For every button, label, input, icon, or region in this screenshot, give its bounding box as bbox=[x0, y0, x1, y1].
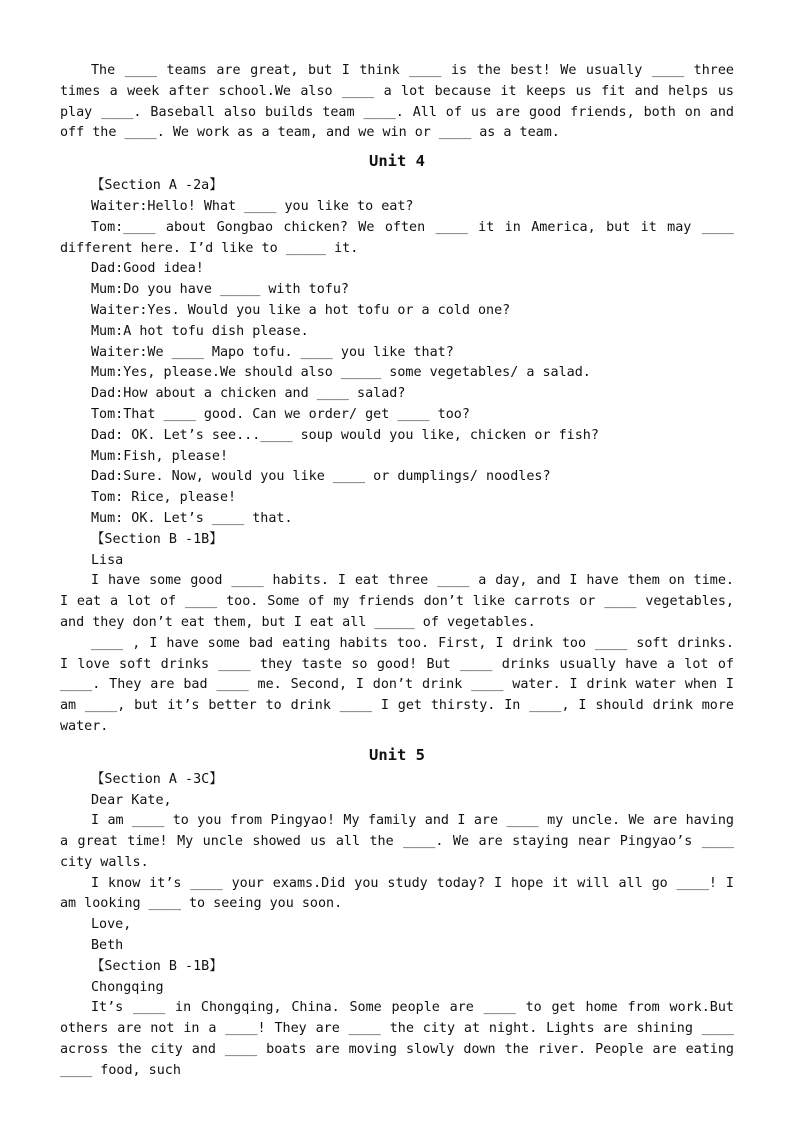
dialogue-line: Tom:____ about Gongbao chicken? We often ____ it in America, but it may ____ different here. I’d like to _____ it. bbox=[60, 219, 734, 256]
dialogue-line: Dad:How about a chicken and ____ salad? bbox=[91, 386, 406, 402]
letter-paragraph: I know it’s ____ your exams.Did you study today? I hope it will all go ____! I am looking ____ to seeing you soon. bbox=[60, 875, 734, 912]
letter-paragraph: I am ____ to you from Pingyao! My family and I are ____ my uncle. We are having a great time! My uncle showed us all the ____. We are staying near Pingyao’s ____ city walls. bbox=[60, 813, 734, 870]
letter-greeting: Dear Kate, bbox=[91, 792, 172, 808]
dialogue-line: Dad: OK. Let’s see...____ soup would you like, chicken or fish? bbox=[91, 427, 599, 443]
dialogue-line: Waiter:Hello! What ____ you like to eat? bbox=[91, 198, 414, 214]
letter-closing: Love, bbox=[91, 917, 132, 933]
intro-paragraph: The ____ teams are great, but I think ____ is the best! We usually ____ three times a week after school.We also ____ a lot because it keeps us fit and helps us play ____. Baseball also builds team ____. All of us are good friends, both on and off the ____. We work as a team, and we win or ____ as a team. bbox=[60, 63, 734, 141]
dialogue-line: Mum: OK. Let’s ____ that. bbox=[91, 510, 293, 526]
dialogue-line: Tom: Rice, please! bbox=[91, 490, 237, 506]
document-content bbox=[60, 61, 734, 1082]
dialogue-line: Mum:Fish, please! bbox=[91, 448, 229, 464]
unit4-section-a-label: 【Section A -2a】 bbox=[91, 178, 223, 194]
dialogue-line: Waiter:Yes. Would you like a hot tofu or a cold one? bbox=[91, 302, 511, 318]
unit5-section-a-label: 【Section A -3C】 bbox=[91, 771, 223, 787]
dialogue-line: Dad:Sure. Now, would you like ____ or dumplings/ noodles? bbox=[91, 469, 551, 485]
dialogue-line: Tom:That ____ good. Can we order/ get ____ too? bbox=[91, 406, 470, 422]
unit-4-title: Unit 4 bbox=[369, 152, 425, 171]
author-name: Lisa bbox=[91, 552, 124, 568]
unit-5-title: Unit 5 bbox=[369, 745, 425, 764]
unit4-section-b-label: 【Section B -1B】 bbox=[91, 531, 223, 547]
unit5-section-b-label: 【Section B -1B】 bbox=[91, 958, 223, 974]
reading-paragraph: ____ , I have some bad eating habits too. First, I drink too ____ soft drinks. I love soft drinks ____ they taste so good! But ____ drinks usually have a lot of ____. They are bad ____ me. Second, I don’t drink ____ water. I drink water when I am ____, but it’s better to drink ____ I get thirsty. In ____, I should drink more water. bbox=[60, 635, 734, 734]
dialogue-line: Mum:Yes, please.We should also _____ some vegetables/ a salad. bbox=[91, 365, 591, 381]
reading-title: Chongqing bbox=[91, 979, 164, 995]
dialogue-line: Mum:A hot tofu dish please. bbox=[91, 323, 309, 339]
reading-paragraph: I have some good ____ habits. I eat three ____ a day, and I have them on time. I eat a lot of ____ too. Some of my friends don’t like carrots or ____ vegetables, and they don’t eat them, but I eat all _____ of vegetables. bbox=[60, 573, 734, 630]
letter-signature: Beth bbox=[91, 938, 124, 954]
dialogue-line: Mum:Do you have _____ with tofu? bbox=[91, 282, 349, 298]
dialogue-line: Waiter:We ____ Mapo tofu. ____ you like that? bbox=[91, 344, 454, 360]
dialogue-line: Dad:Good idea! bbox=[91, 261, 204, 277]
reading-paragraph: It’s ____ in Chongqing, China. Some people are ____ to get home from work.But others are not in a ____! They are ____ the city at night. Lights are shining ____ across the city and ____ boats are moving slowly down the river. People are eating ____ food, such bbox=[60, 1000, 734, 1078]
